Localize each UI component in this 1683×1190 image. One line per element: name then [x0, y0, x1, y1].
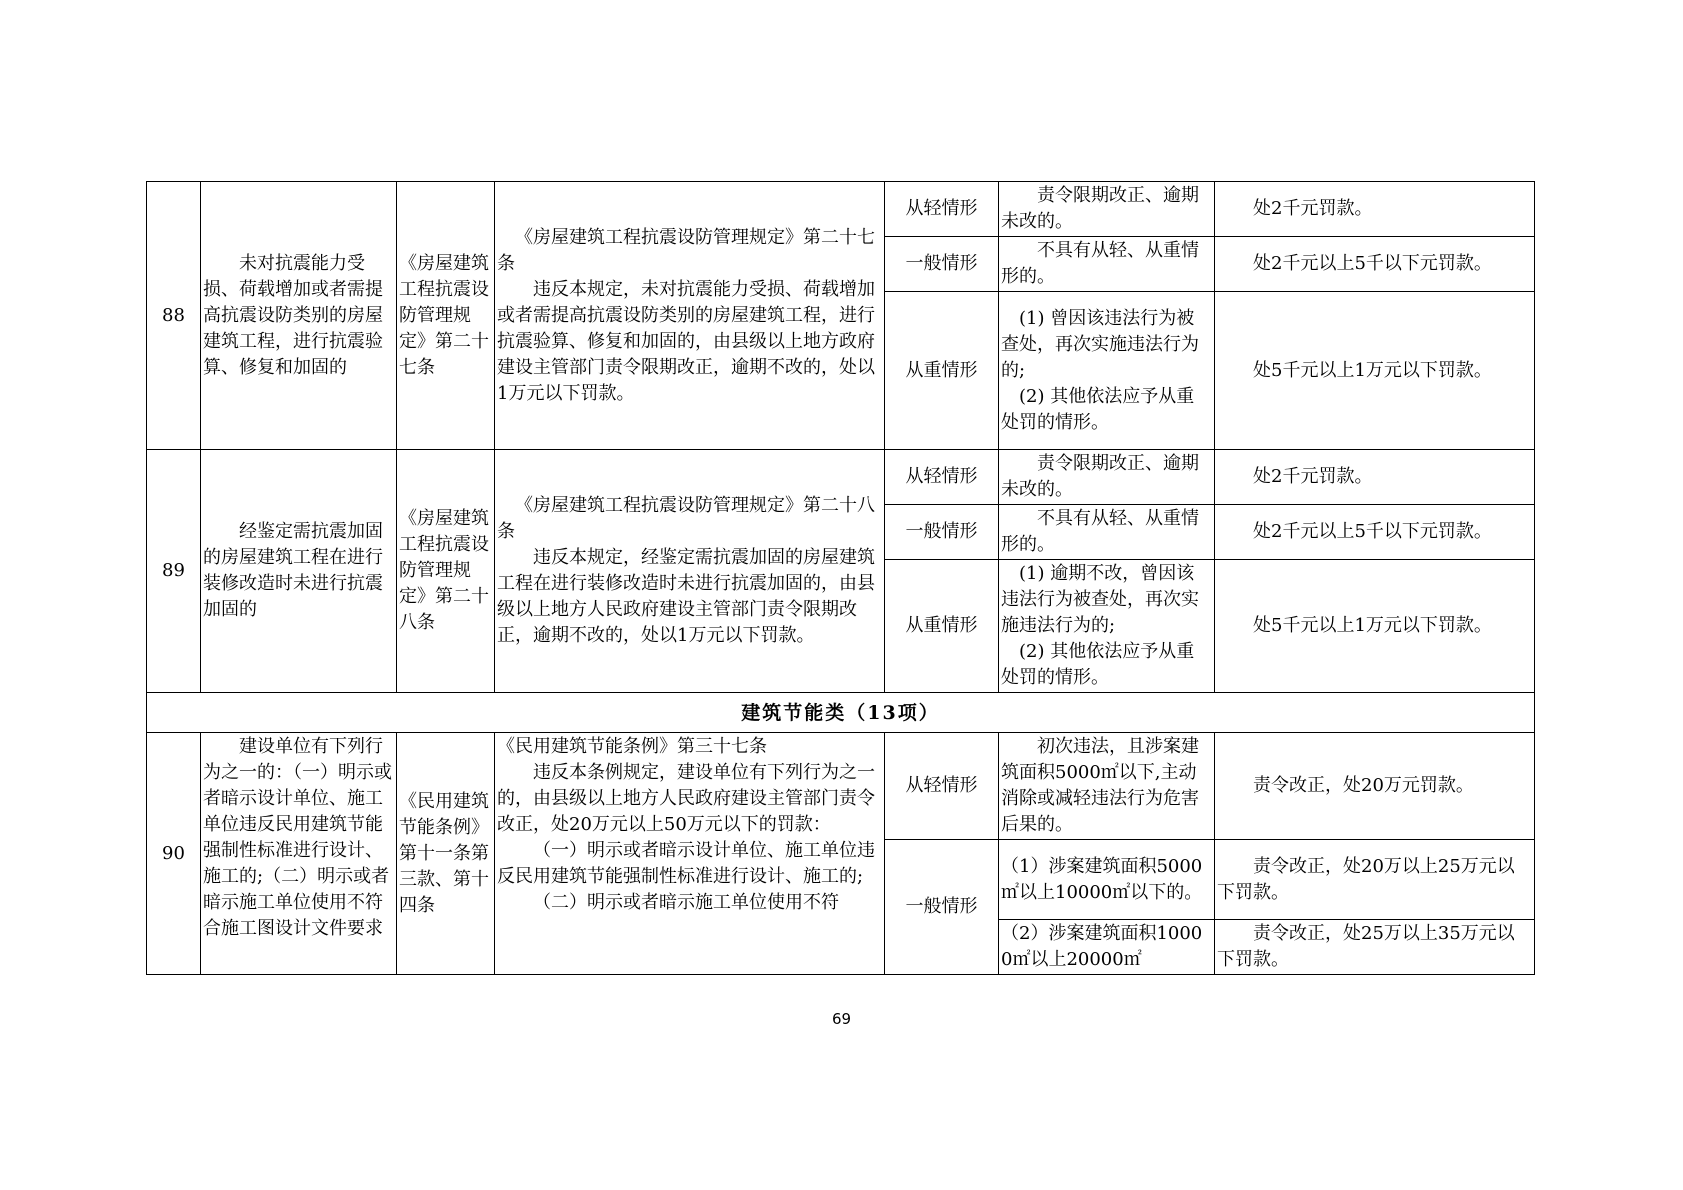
- condition: [999, 560, 1215, 693]
- basis-item: （一）明示或者暗示设计单位、施工单位违反民用建筑节能强制性标准进行设计、施工的;: [497, 840, 875, 887]
- degree-light: 从轻情形: [885, 733, 999, 840]
- condition: [999, 292, 1215, 450]
- violation-behavior: 经鉴定需抗震加固的房屋建筑工程在进行装修改造时未进行抗震加固的: [201, 450, 397, 693]
- degree-light: 从轻情形: [885, 450, 999, 505]
- penalty: 处2千元以上5千以下元罚款。: [1215, 505, 1535, 560]
- category-row: [147, 693, 1535, 733]
- penalty-standards-table: [146, 181, 1535, 975]
- penalty: 处2千元罚款。: [1215, 182, 1535, 237]
- condition: 初次违法，且涉案建筑面积5000㎡以下,主动消除或减轻违法行为危害后果的。: [999, 733, 1215, 840]
- condition: （1）涉案建筑面积5000㎡以上10000㎡以下的。: [999, 840, 1215, 920]
- condition-line: (1) 曾因该违法行为被查处，再次实施违法行为的;: [1001, 307, 1199, 381]
- penalty: 处2千元以上5千以下元罚款。: [1215, 237, 1535, 292]
- condition: 不具有从轻、从重情形的。: [999, 237, 1215, 292]
- basis-text: 违反本条例规定，建设单位有下列行为之一的，由县级以上地方人民政府建设主管部门责令改正，处20万元以上50万元以下的罚款：: [497, 762, 875, 835]
- penalty-basis: [495, 182, 885, 450]
- basis-title: 《房屋建筑工程抗震设防管理规定》第二十八条: [497, 495, 875, 542]
- row-number: 90: [147, 733, 201, 975]
- penalty-table-page: [146, 181, 1534, 975]
- legal-provision: 《房屋建筑工程抗震设防管理规定》第二十七条: [397, 182, 495, 450]
- condition: 不具有从轻、从重情形的。: [999, 505, 1215, 560]
- condition: 责令限期改正、逾期未改的。: [999, 182, 1215, 237]
- condition-line: (1) 逾期不改，曾因该违法行为被查处，再次实施违法行为的;: [1001, 563, 1199, 636]
- violation-behavior: 建设单位有下列行为之一的：（一）明示或者暗示设计单位、施工单位违反民用建筑节能强制性标准进行设计、施工的;（二）明示或者暗示施工单位使用不符合施工图设计文件要求: [201, 733, 397, 975]
- penalty: 处5千元以上1万元以下罚款。: [1215, 560, 1535, 693]
- violation-behavior: 未对抗震能力受损、荷载增加或者需提高抗震设防类别的房屋建筑工程，进行抗震验算、修复和加固的: [201, 182, 397, 450]
- category-title: 建筑节能类（13项）: [147, 693, 1535, 733]
- penalty: 责令改正，处20万元罚款。: [1215, 733, 1535, 840]
- condition: 责令限期改正、逾期未改的。: [999, 450, 1215, 505]
- basis-title: 《房屋建筑工程抗震设防管理规定》第二十七条: [497, 226, 875, 274]
- basis-item: （二）明示或者暗示施工单位使用不符: [533, 892, 839, 913]
- degree-heavy: 从重情形: [885, 560, 999, 693]
- page-number: 69: [831, 1010, 852, 1028]
- legal-provision: 《房屋建筑工程抗震设防管理规定》第二十八条: [397, 450, 495, 693]
- basis-title: 《民用建筑节能条例》第三十七条: [497, 736, 767, 757]
- basis-text: 违反本规定，未对抗震能力受损、荷载增加或者需提高抗震设防类别的房屋建筑工程，进行抗震验算、修复和加固的，由县级以上地方政府建设主管部门责令限期改正，逾期不改的，处以1万元以下罚款。: [497, 278, 875, 404]
- penalty-basis: [495, 733, 885, 975]
- penalty: 处2千元罚款。: [1215, 450, 1535, 505]
- penalty: 责令改正，处25万以上35万元以下罚款。: [1215, 920, 1535, 975]
- penalty: 责令改正，处20万以上25万元以下罚款。: [1215, 840, 1535, 920]
- degree-light: 从轻情形: [885, 182, 999, 237]
- legal-provision: 《民用建筑节能条例》第十一条第三款、第十四条: [397, 733, 495, 975]
- degree-general: 一般情形: [885, 840, 999, 975]
- row-number: 88: [147, 182, 201, 450]
- penalty-basis: [495, 450, 885, 693]
- row-number: 89: [147, 450, 201, 693]
- penalty: 处5千元以上1万元以下罚款。: [1215, 292, 1535, 450]
- degree-general: 一般情形: [885, 237, 999, 292]
- basis-text: 违反本规定，经鉴定需抗震加固的房屋建筑工程在进行装修改造时未进行抗震加固的，由县级以上地方人民政府建设主管部门责令限期改正，逾期不改的，处以1万元以下罚款。: [497, 547, 875, 646]
- table-row: [147, 450, 1535, 505]
- table-row: [147, 733, 1535, 840]
- table-row: [147, 182, 1535, 237]
- condition-line: (2) 其他依法应予从重处罚的情形。: [1001, 385, 1195, 433]
- condition-line: (2) 其他依法应予从重处罚的情形。: [1001, 641, 1195, 688]
- degree-general: 一般情形: [885, 505, 999, 560]
- degree-heavy: 从重情形: [885, 292, 999, 450]
- condition: （2）涉案建筑面积10000㎡以上20000㎡: [999, 920, 1215, 975]
